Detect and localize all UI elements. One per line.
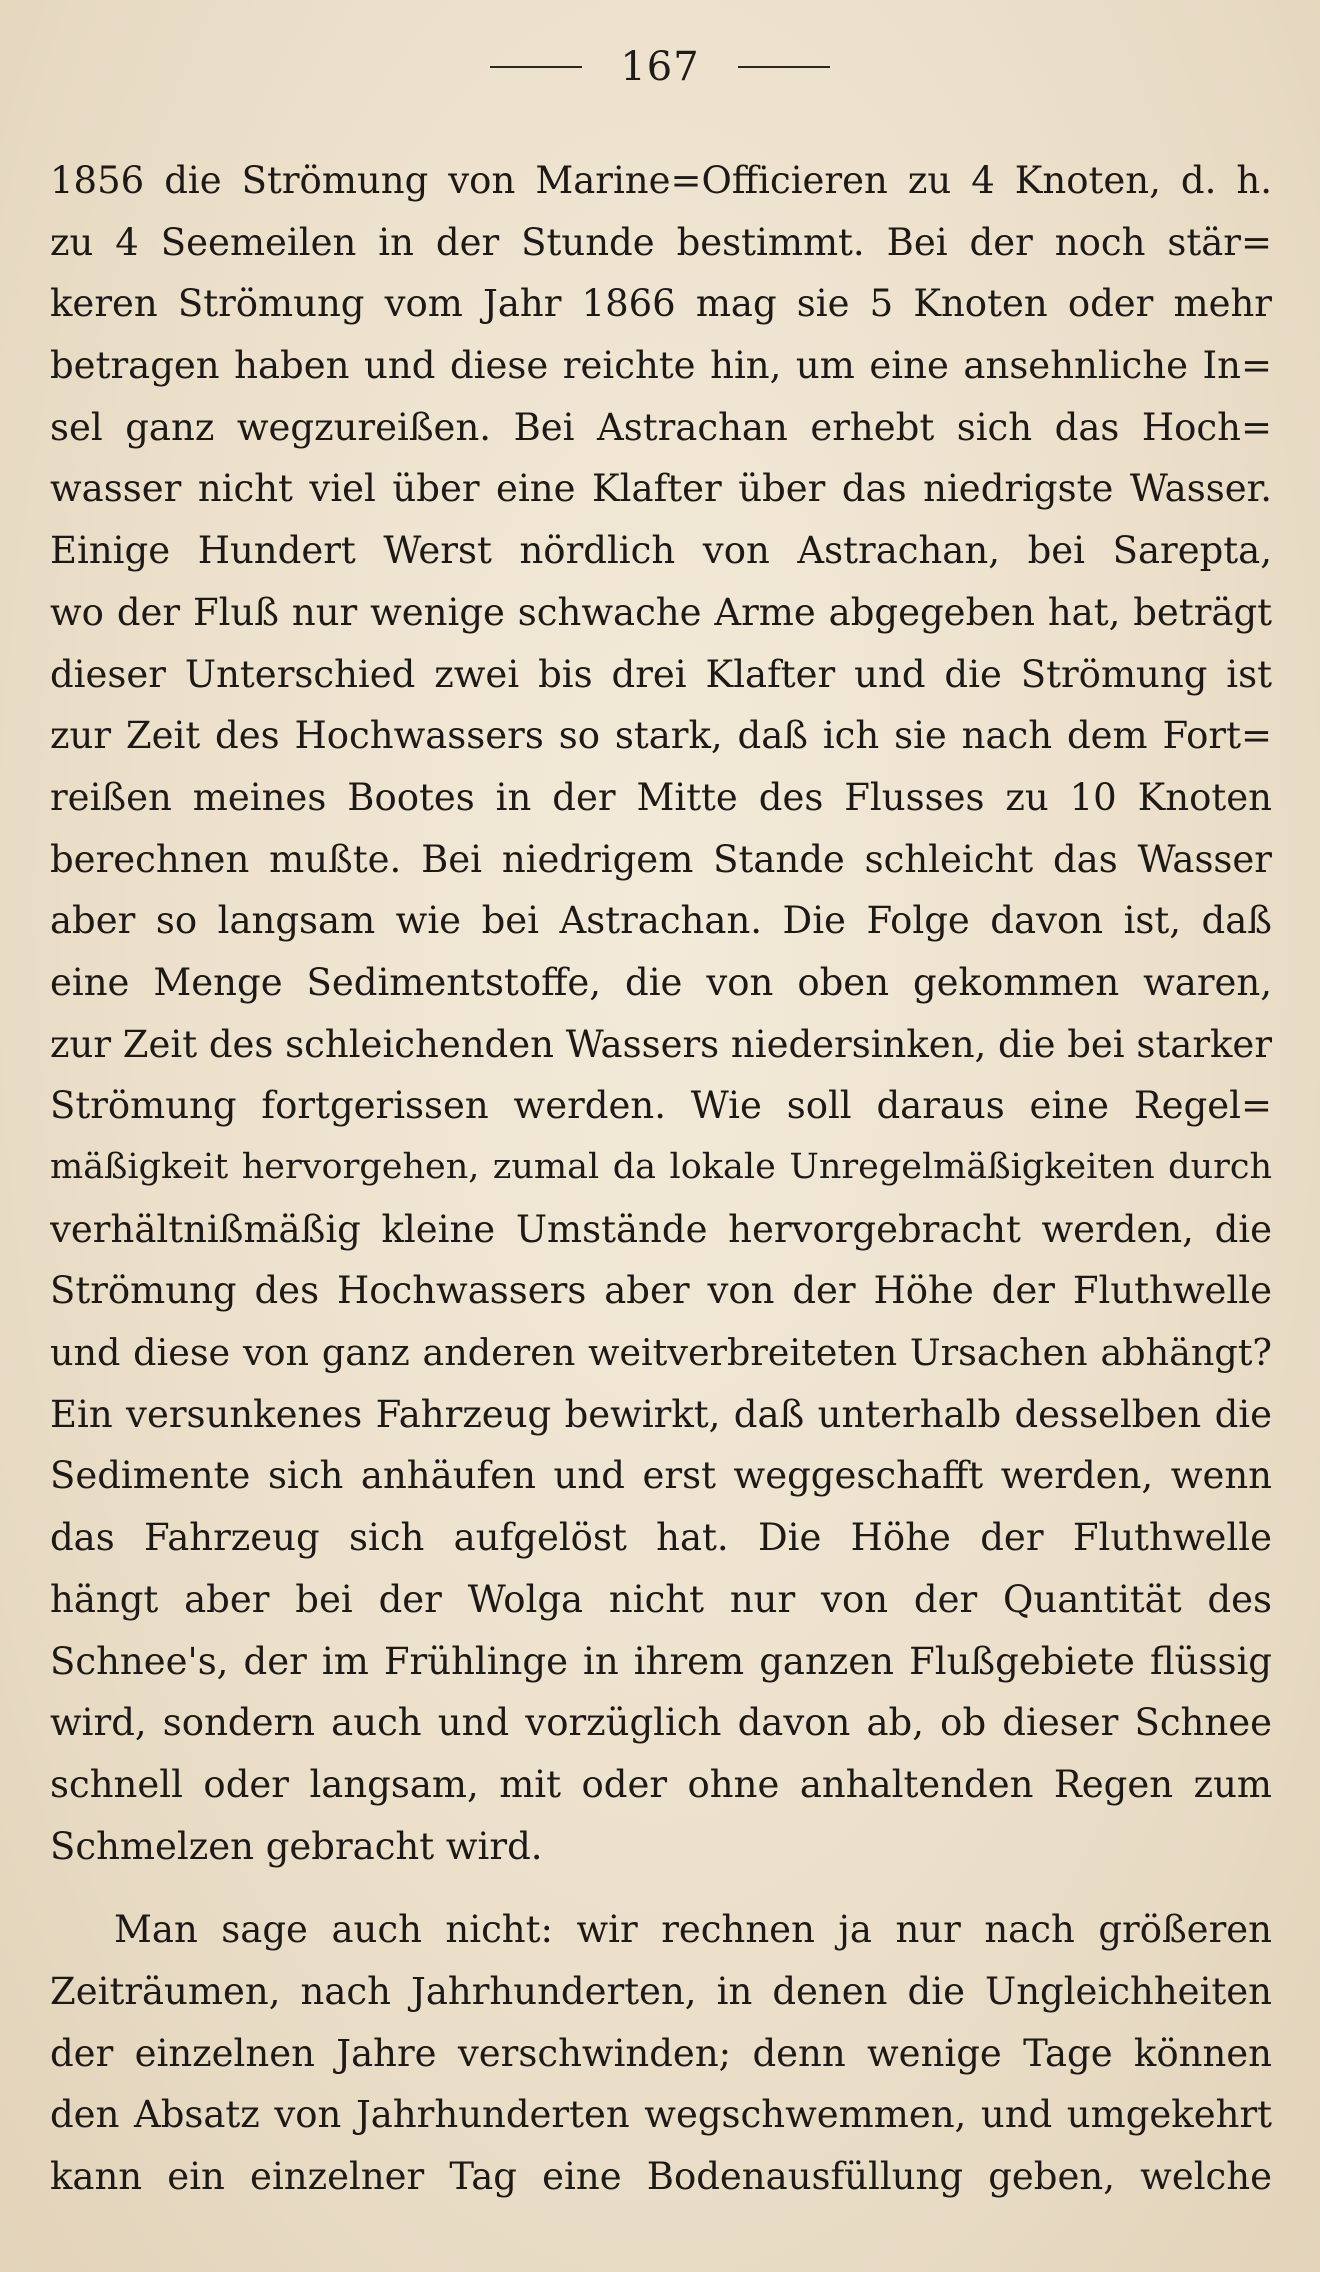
text-line: zur Zeit des Hochwassers so stark, daß ich sie nach dem Fort= bbox=[50, 714, 1272, 758]
page-header bbox=[0, 44, 1320, 90]
text-line: kann ein einzelner Tag eine Bodenausfüllung geben, welche bbox=[50, 2155, 1272, 2198]
text-line: sel ganz wegzureißen. Bei Astrachan erhebt sich das Hoch= bbox=[50, 405, 1272, 449]
text-line: Man sage auch nicht: wir rechnen ja nur nach größeren bbox=[114, 1908, 1272, 1952]
text-line: hängt aber bei der Wolga nicht nur von der Quantität des bbox=[50, 1577, 1272, 1621]
text-line: dieser Unterschied zwei bis drei Klafter und die Strömung ist bbox=[50, 652, 1272, 696]
text-line: Schmelzen gebracht wird. bbox=[50, 1824, 543, 1868]
text-line: wird, sondern auch und vorzüglich davon ab, ob dieser Schnee bbox=[50, 1701, 1272, 1745]
text-line: mäßigkeit hervorgehen, zumal da lokale Unregelmäßigkeiten durch bbox=[50, 1147, 1272, 1187]
text-line: Strömung fortgerissen werden. Wie soll daraus eine Regel= bbox=[50, 1084, 1272, 1128]
text-line: zu 4 Seemeilen in der Stunde bestimmt. Bei der noch stär= bbox=[50, 220, 1272, 264]
text-line: Einige Hundert Werst nördlich von Astrachan, bei Sarepta, bbox=[50, 529, 1272, 573]
text-line: schnell oder langsam, mit oder ohne anhaltenden Regen zum bbox=[50, 1762, 1272, 1806]
text-line: reißen meines Bootes in der Mitte des Flusses zu 10 Knoten bbox=[50, 775, 1272, 819]
text-line: keren Strömung vom Jahr 1866 mag sie 5 Knoten oder mehr bbox=[50, 282, 1272, 326]
text-line: eine Menge Sedimentstoffe, die von oben gekommen waren, bbox=[50, 960, 1272, 1004]
text-line: Ein versunkenes Fahrzeug bewirkt, daß unterhalb desselben die bbox=[50, 1392, 1272, 1436]
text-line: den Absatz von Jahrhunderten wegschwemmen, und umgekehrt bbox=[50, 2093, 1272, 2137]
text-line: betragen haben und diese reichte hin, um eine ansehnliche In= bbox=[50, 344, 1272, 388]
text-line: Zeiträumen, nach Jahrhunderten, in denen die Ungleichheiten bbox=[50, 1969, 1272, 2013]
text-line: verhältnißmäßig kleine Umstände hervorgebracht werden, die bbox=[50, 1207, 1272, 1251]
text-line: berechnen mußte. Bei niedrigem Stande schleicht das Wasser bbox=[50, 837, 1272, 881]
text-line: wasser nicht viel über eine Klafter über das niedrigste Wasser. bbox=[50, 467, 1272, 511]
text-line: der einzelnen Jahre verschwinden; denn wenige Tage können bbox=[50, 2031, 1272, 2075]
text-line: 1856 die Strömung von Marine=Officieren zu 4 Knoten, d. h. bbox=[50, 159, 1272, 202]
body-text bbox=[50, 150, 1272, 2208]
page-number: 167 bbox=[620, 44, 700, 90]
header-rule-right bbox=[738, 66, 830, 68]
text-line: Sedimente sich anhäufen und erst weggeschafft werden, wenn bbox=[50, 1454, 1272, 1498]
text-line: Strömung des Hochwassers aber von der Höhe der Fluthwelle bbox=[50, 1269, 1272, 1313]
header-rule-left bbox=[490, 66, 582, 68]
text-line: das Fahrzeug sich aufgelöst hat. Die Höhe der Fluthwelle bbox=[50, 1516, 1272, 1560]
text-line: wo der Fluß nur wenige schwache Arme abgegeben hat, beträgt bbox=[50, 590, 1272, 634]
paragraph-gap bbox=[50, 1877, 1272, 1899]
text-line: und diese von ganz anderen weitverbreiteten Ursachen abhängt? bbox=[50, 1331, 1272, 1375]
text-line: zur Zeit des schleichenden Wassers niedersinken, die bei starker bbox=[50, 1022, 1272, 1066]
text-line: Schnee's, der im Frühlinge in ihrem ganzen Flußgebiete flüssig bbox=[50, 1639, 1272, 1683]
text-line: aber so langsam wie bei Astrachan. Die Folge davon ist, daß bbox=[50, 899, 1272, 943]
paragraph-2 bbox=[50, 1899, 1272, 2207]
paragraph-1 bbox=[50, 150, 1272, 1877]
